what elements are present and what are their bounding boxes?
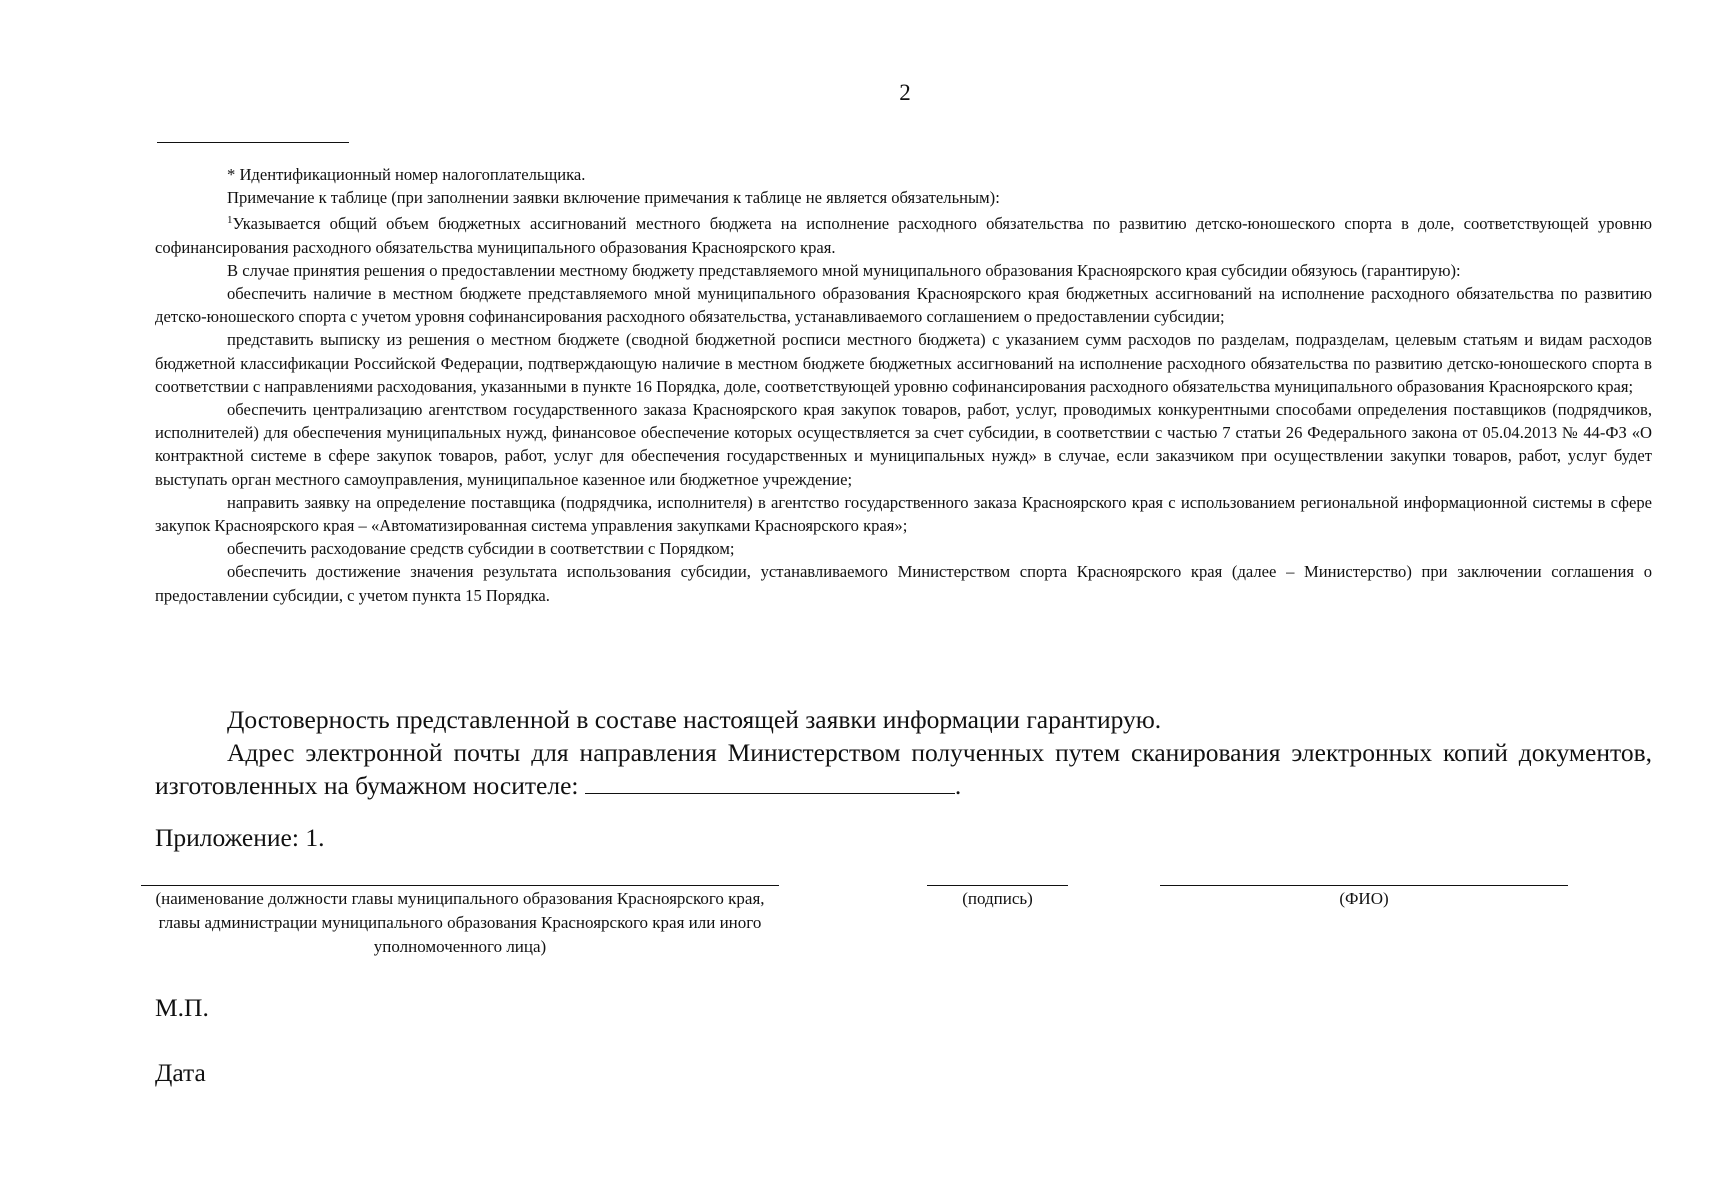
obligation-item: обеспечить централизацию агентством государственного заказа Красноярского края закупок товаров, работ, услуг, проводимых конкурентными способами определения поставщиков (подрядчиков, исполнителей) для обеспечения муниципальных нужд, финансовое обеспечение которых осуществляется за счет субсидии, в соответствии с частью 7 статьи 26 Федерального закона от 05.04.2013 № 44-ФЗ «О контрактной системе в сфере закупок товаров, работ, услуг для обеспечения государственных и муниципальных нужд» в случае, если заказчиком при осуществлении закупки товаров, работ, услуг будет выступать орган местного самоуправления, муниципальное казенное или бюджетное учреждение; xyxy=(155,400,1652,489)
table-remark: Примечание к таблице (при заполнении заявки включение примечания к таблице не является обязательным): xyxy=(227,188,1000,208)
full-name-caption: (ФИО) xyxy=(1339,889,1389,908)
position-caption: (наименование должности главы муниципального образования Красноярского края, главы администрации муниципального образования Красноярского края или иного уполномоченного лица) xyxy=(155,889,765,956)
email-statement xyxy=(155,736,1652,802)
signature-line[interactable] xyxy=(927,885,1068,886)
full-name-line[interactable] xyxy=(1160,885,1568,886)
email-end: . xyxy=(954,771,962,800)
obligation-item: обеспечить наличие в местном бюджете представляемого мной муниципального образования Красноярского края бюджетных ассигнований на исполнение расходного обязательства по развитию детско-юношеского спорта с учетом уровня софинансирования расходного обязательства, устанавливаемого соглашением о предоставлении субсидии; xyxy=(155,284,1652,327)
inn-footnote: * Идентификационный номер налогоплательщика. xyxy=(227,165,586,184)
obligation-item: обеспечить расходование средств субсидии в соответствии с Порядком; xyxy=(227,539,735,559)
attachment-line: Приложение: 1. xyxy=(155,823,325,852)
obligation-item: обеспечить достижение значения результата использования субсидии, устанавливаемого Министерством спорта Красноярского края (далее – Министерство) при заключении соглашения о предоставлении субсидии, с учетом пункта 15 Порядка. xyxy=(155,562,1652,605)
declaration xyxy=(155,703,1652,802)
email-label: Адрес электронной почты для направления Министерством полученных путем сканирования электронных копий документов, изготовленных на бумажном носителе: xyxy=(155,738,1652,800)
footnote-divider xyxy=(157,142,349,143)
page-number: 2 xyxy=(899,80,911,105)
signature-caption: (подпись) xyxy=(962,889,1033,908)
obligation-item: направить заявку на определение поставщика (подрядчика, исполнителя) в агентство государственного заказа Красноярского края с использованием региональной информационной системы в сфере закупок Красноярского края – «Автоматизированная система управления закупками Красноярского края»; xyxy=(155,492,1652,536)
footnotes-and-obligations xyxy=(155,163,1652,607)
stamp-place: М.П. xyxy=(155,993,209,1022)
footnote-1 xyxy=(155,209,1652,258)
guarantee-statement: Достоверность представленной в составе настоящей заявки информации гарантирую. xyxy=(227,705,1162,734)
footnote-marker: 1 xyxy=(227,214,233,227)
position-signature-line[interactable] xyxy=(141,885,779,886)
obligations-intro: В случае принятия решения о предоставлении местному бюджету представляемого мной муниципального образования Красноярского края субсидии обязуюсь (гарантирую): xyxy=(227,260,1461,280)
date-label: Дата xyxy=(155,1058,206,1087)
obligation-item: представить выписку из решения о местном бюджете (сводной бюджетной росписи местного бюджета) с указанием сумм расходов по разделам, подразделам, целевым статьям и видам расходов бюджетной классификации Российской Федерации, подтверждающую наличие в местном бюджете бюджетных ассигнований на исполнение расходного обязательства по развитию детско-юношеского спорта в соответствии с направлениями расходования, указанными в пункте 16 Порядка, доле, соответствующей уровню софинансирования расходного обязательства муниципального образования Красноярского края; xyxy=(155,330,1652,396)
footnote-1-text: Указывается общий объем бюджетных ассигнований местного бюджета на исполнение расходного обязательства по развитию детско-юношеского спорта в доле, соответствующей уровню софинансирования расходного обязательства муниципального образования Красноярского края. xyxy=(155,214,1652,257)
email-blank-field[interactable] xyxy=(585,771,955,794)
